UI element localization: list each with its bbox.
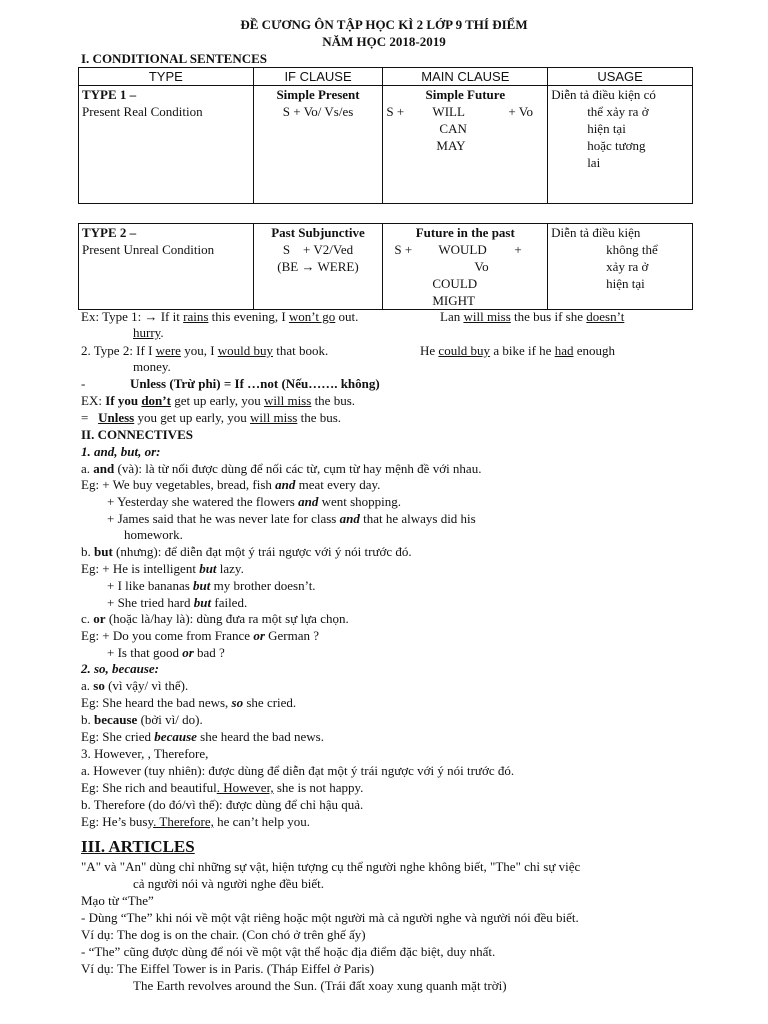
doc-title-line2: NĂM HỌC 2018-2019 <box>322 34 446 49</box>
eg-and-3-cont: homework. <box>124 527 183 542</box>
eg-and-2: + Yesterday she watered the flowers and went shopping. <box>107 494 402 509</box>
conditional-type1-table <box>78 67 693 204</box>
type2-cell: TYPE 2 – Present Unreal Condition <box>79 224 254 310</box>
def-because: b. because (bởi vì/ do). <box>81 712 203 727</box>
articles-para-5: - “The” cũng được dùng để nói về một vật thể hoặc địa điểm đặc biệt, duy nhất. <box>81 944 496 959</box>
unless-example-1: EX: If you don’t get up early, you will miss the bus. <box>81 393 356 408</box>
example-type2b-cont: money. <box>133 359 171 374</box>
type1-usage-cell: Diễn tả điều kiện có thể xảy ra ở hiện tại hoặc tương lai <box>548 86 693 204</box>
col-header-main-clause: MAIN CLAUSE <box>383 68 548 86</box>
eg-but-2: + I like bananas but my brother doesn’t. <box>107 578 316 593</box>
example-type1: Ex: Type 1: → If it rains this evening, I won’t go out. <box>81 309 359 324</box>
type1-main-cell: Simple Future S + WILL + Vo CAN MAY <box>383 86 548 204</box>
type1-cell: TYPE 1 – Present Real Condition <box>79 86 254 204</box>
def-so: a. so (vì vậy/ vì thế). <box>81 678 189 693</box>
example-type2b: He could buy a bike if he had enough <box>420 343 615 358</box>
col-header-if-clause: IF CLAUSE <box>253 68 383 86</box>
eg-but-1: Eg: + He is intelligent but lazy. <box>81 561 244 576</box>
example-type1b: Lan will miss the bus if she doesn’t <box>440 309 625 324</box>
def-and: a. and (và): là từ nối được dùng để nối các từ, cụm từ hay mệnh đề với nhau. <box>81 461 482 476</box>
def-but: b. but (nhưng): để diễn đạt một ý trái ngược với ý nói trước đó. <box>81 544 412 559</box>
eg-or-1: Eg: + Do you come from France or German ? <box>81 628 320 643</box>
example-type1b-cont: hurry. <box>133 325 164 340</box>
def-however: a. However (tuy nhiên): được dùng để diễn đạt một ý trái ngược với ý nói trước đó. <box>81 763 515 778</box>
eg-and-1: Eg: + We buy vegetables, bread, fish and meat every day. <box>81 477 381 492</box>
def-or: c. or (hoặc là/hay là): dùng đưa ra một sự lựa chọn. <box>81 611 349 626</box>
articles-para-2: Mạo từ “The” <box>81 893 154 908</box>
connectives-sub1: 1. and, but, or: <box>81 444 161 459</box>
articles-para-4: Ví dụ: The dog is on the chair. (Con chó ở trên ghế ấy) <box>81 927 366 942</box>
articles-para-3: - Dùng “The” khi nói về một vật riêng hoặc một người mà cả người nghe và người nói đều biết. <box>81 910 579 925</box>
connectives-sub3: 3. However, , Therefore, <box>81 746 209 761</box>
unless-example-2: = Unless you get up early, you will miss the bus. <box>81 410 342 425</box>
type2-main-cell: Future in the past S + WOULD + Vo COULD MIGHT <box>383 224 548 310</box>
eg-but-3: + She tried hard but failed. <box>107 595 248 610</box>
articles-para-6: Ví dụ: The Eiffel Tower is in Paris. (Tháp Eiffel ở Paris) <box>81 961 375 976</box>
section1-heading: I. CONDITIONAL SENTENCES <box>81 51 268 66</box>
eg-however: Eg: She rich and beautiful. However, she is not happy. <box>81 780 364 795</box>
example-type2: 2. Type 2: If I were you, I would buy that book. <box>81 343 329 358</box>
eg-or-2: + Is that good or bad ? <box>107 645 225 660</box>
col-header-type: TYPE <box>79 68 254 86</box>
eg-so: Eg: She heard the bad news, so she cried. <box>81 695 297 710</box>
unless-dash: - <box>81 376 86 391</box>
conditional-type2-table <box>78 223 693 310</box>
def-therefore: b. Therefore (do đó/vì thế): được dùng để chỉ hậu quả. <box>81 797 364 812</box>
articles-para-7: The Earth revolves around the Sun. (Trái đất xoay xung quanh mặt trời) <box>133 978 507 993</box>
eg-therefore: Eg: He’s busy. Therefore, he can’t help you. <box>81 814 311 829</box>
unless-rule: Unless (Trừ phi) = If …not (Nếu……. không) <box>130 376 380 391</box>
type2-if-cell: Past Subjunctive S + V2/Ved (BE → WERE) <box>253 224 383 310</box>
section3-heading: III. ARTICLES <box>81 837 195 856</box>
type1-if-cell: Simple Present S + Vo/ Vs/es <box>253 86 383 204</box>
section2-heading: II. CONNECTIVES <box>81 427 193 442</box>
type2-usage-cell: Diễn tả điều kiện không thể xảy ra ở hiện tại <box>548 224 693 310</box>
doc-title-line1: ĐỀ CƯƠNG ÔN TẬP HỌC KÌ 2 LỚP 9 THÍ ĐIỂM <box>240 17 528 32</box>
articles-para-1: "A" và "An" dùng chỉ những sự vật, hiện tượng cụ thể người nghe không biết, "The" chỉ sự việc <box>81 859 581 874</box>
eg-and-3: + James said that he was never late for class and that he always did his <box>107 511 476 526</box>
connectives-sub2: 2. so, because: <box>81 661 159 676</box>
col-header-usage: USAGE <box>548 68 693 86</box>
eg-because: Eg: She cried because she heard the bad news. <box>81 729 324 744</box>
articles-para-1-cont: cả người nói và người nghe đều biết. <box>133 876 325 891</box>
